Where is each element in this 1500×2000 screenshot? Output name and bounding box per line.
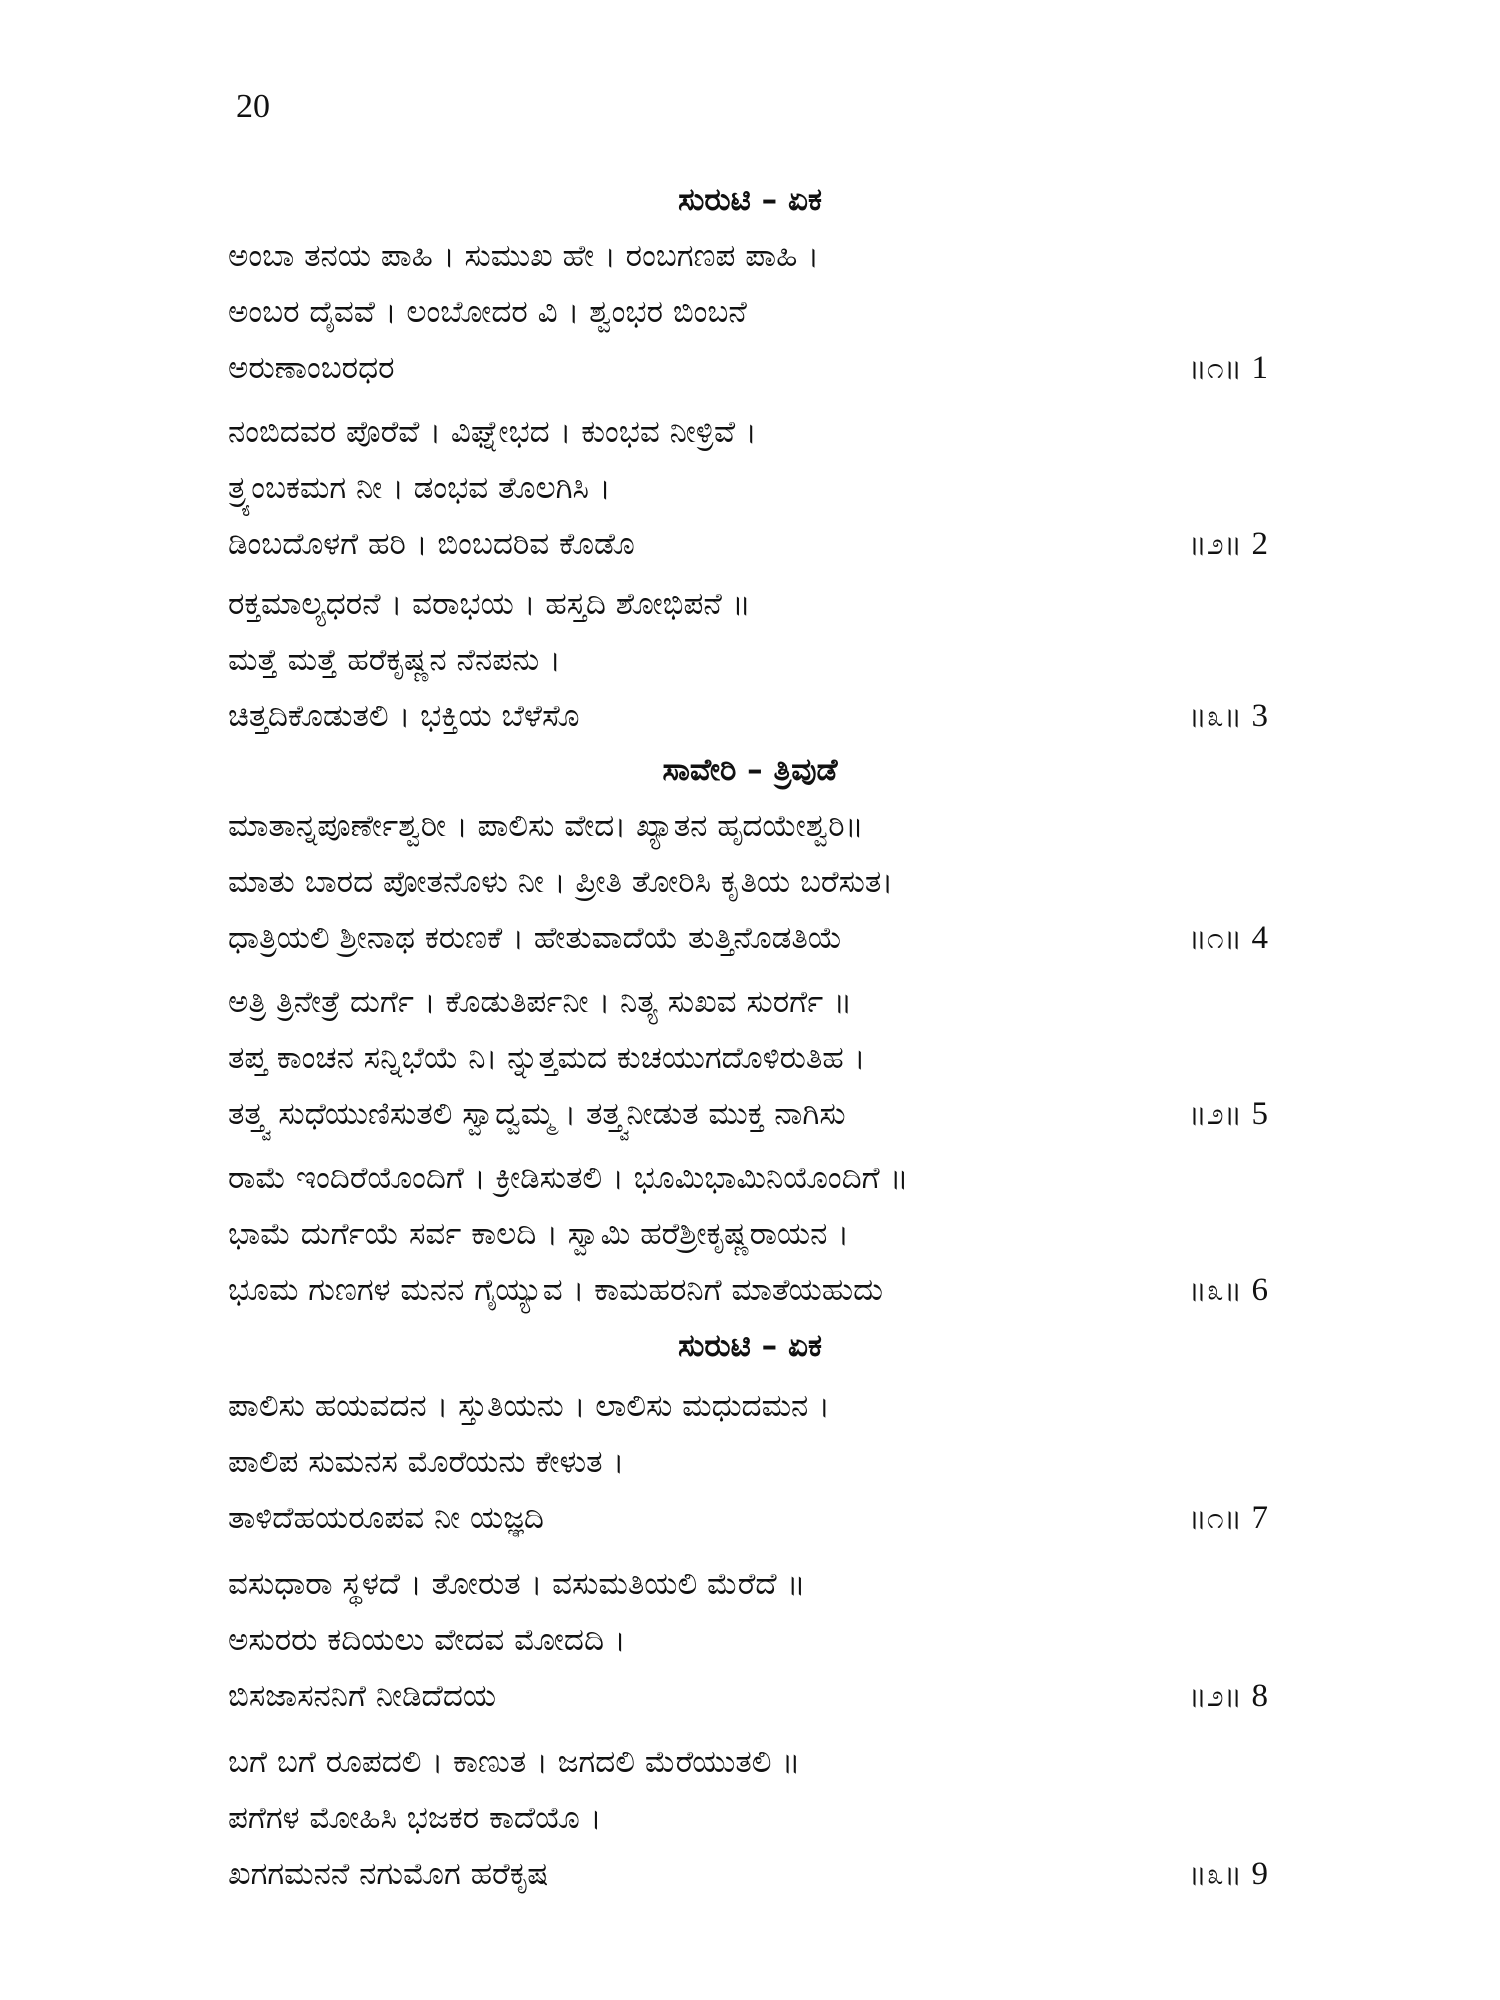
page-number: 20 bbox=[236, 88, 270, 125]
verse-line: ಪಗೆಗಳ ಮೋಹಿಸಿ ಭಜಕರ ಕಾದೆಯೊ । bbox=[228, 1800, 602, 1836]
verse-marker bbox=[1189, 688, 1268, 745]
verse-number: 4 bbox=[1251, 920, 1268, 956]
verse-9 bbox=[228, 1734, 1268, 1902]
verse-line: ಅಸುರರು ಕದಿಯಲು ವೇದವ ಮೋದದಿ । bbox=[228, 1622, 626, 1658]
section-heading-suruti-2: ಸುರುಟಿ – ಏಕ bbox=[678, 1328, 822, 1364]
verse-line: ಮಾತಾನ್ನಪೂರ್ಣೇಶ್ವರೀ । ಪಾಲಿಸು ವೇದ। ಖ್ಯಾತನ ಹೃದಯೇಶ್ವರಿ॥ bbox=[228, 808, 864, 844]
section-heading-suruti: ಸುರುಟಿ – ಏಕ bbox=[678, 182, 822, 218]
stanza-mark: ॥೧॥ bbox=[1188, 921, 1242, 956]
verse-marker bbox=[1189, 516, 1268, 573]
verse-marker bbox=[1189, 1262, 1268, 1319]
verse-line-text: ಚಿತ್ತದಿಕೊಡುತಲಿ । ಭಕ್ತಿಯ ಬೆಳೆಸೊ bbox=[228, 698, 580, 734]
verse-3 bbox=[228, 576, 1268, 744]
verse-line-text: ತತ್ತ್ವ ಸುಧೆಯುಣಿಸುತಲಿ ಸ್ವಾದ್ವಮ್ಮ । ತತ್ತ್ವನೀಡುತ ಮುಕ್ತ ನಾಗಿಸು bbox=[228, 1096, 846, 1132]
verse-marker bbox=[1189, 1846, 1268, 1903]
verse-marker bbox=[1189, 1490, 1268, 1547]
verse-marker bbox=[1189, 340, 1268, 397]
verse-line-text: ಬಿಸಜಾಸನನಿಗೆ ನೀಡಿದೆದಯ bbox=[228, 1678, 497, 1714]
stanza-mark: ॥೩॥ bbox=[1188, 1857, 1242, 1892]
verse-line bbox=[228, 1846, 1268, 1902]
verse-number: 3 bbox=[1251, 698, 1268, 734]
verse-line bbox=[228, 688, 1268, 744]
verse-number: 9 bbox=[1251, 1856, 1268, 1892]
verse-line bbox=[228, 1490, 1268, 1546]
verse-line: ಮಾತು ಬಾರದ ಪೋತನೊಳು ನೀ । ಪ್ರೀತಿ ತೋರಿಸಿ ಕೃತಿಯ ಬರೆಸುತ। bbox=[228, 864, 894, 900]
verse-marker bbox=[1189, 1668, 1268, 1725]
verse-4 bbox=[228, 798, 1268, 966]
verse-line: ಅಂಬರ ದೈವವೆ । ಲಂಬೋದರ ವಿ । ಶ್ವಂಭರ ಬಿಂಬನೆ bbox=[228, 294, 747, 330]
verse-line bbox=[228, 1262, 1268, 1318]
verse-line: ವಸುಧಾರಾ ಸ್ಥಳದೆ । ತೋರುತ । ವಸುಮತಿಯಲಿ ಮೆರೆದೆ ॥ bbox=[228, 1566, 806, 1602]
stanza-mark: ॥೨॥ bbox=[1188, 1679, 1242, 1714]
verse-8 bbox=[228, 1556, 1268, 1724]
stanza-mark: ॥೩॥ bbox=[1188, 1273, 1242, 1308]
verse-line: ಅತ್ರಿ ತ್ರಿನೇತ್ರೆ ದುರ್ಗೆ । ಕೊಡುತಿರ್ಪನೀ । ನಿತ್ಯ ಸುಖವ ಸುರರ್ಗೆ ॥ bbox=[228, 984, 852, 1020]
verse-line: ಪಾಲಿಪ ಸುಮನಸ ಮೊರೆಯನು ಕೇಳುತ । bbox=[228, 1444, 625, 1480]
verse-line bbox=[228, 1086, 1268, 1142]
verse-line: ರಕ್ತಮಾಲ್ಯಧರನೆ । ವರಾಭಯ । ಹಸ್ತದಿ ಶೋಭಿಪನೆ ॥ bbox=[228, 586, 751, 622]
verse-line-text: ತಾಳಿದೆಹಯರೂಪವ ನೀ ಯಜ್ಞದಿ bbox=[228, 1500, 544, 1536]
section-heading-saveri: ಸಾವೇರಿ – ತ್ರಿವುಡೆ bbox=[662, 752, 838, 788]
stanza-mark: ॥೨॥ bbox=[1188, 1097, 1242, 1132]
verse-line: ಪಾಲಿಸು ಹಯವದನ । ಸ್ತುತಿಯನು । ಲಾಲಿಸು ಮಧುದಮನ । bbox=[228, 1388, 830, 1424]
verse-line-text: ಖಗಗಮನನೆ ನಗುಮೊಗ ಹರೆಕೃಷ bbox=[228, 1856, 549, 1892]
verse-number: 8 bbox=[1251, 1678, 1268, 1714]
verse-number: 6 bbox=[1251, 1272, 1268, 1308]
stanza-mark: ॥೨॥ bbox=[1188, 527, 1242, 562]
verse-1 bbox=[228, 228, 1268, 396]
verse-line: ತ್ರ್ಯಂಬಕಮಗ ನೀ । ಡಂಭವ ತೊಲಗಿಸಿ । bbox=[228, 470, 611, 506]
verse-7 bbox=[228, 1378, 1268, 1546]
stanza-mark: ॥೧॥ bbox=[1188, 1501, 1242, 1536]
verse-line bbox=[228, 910, 1268, 966]
verse-line bbox=[228, 340, 1268, 396]
verse-line-text: ಅರುಣಾಂಬರಧರ bbox=[228, 350, 395, 386]
verse-line: ಅಂಬಾ ತನಯ ಪಾಹಿ । ಸುಮುಖ ಹೇ । ರಂಬಗಣಪ ಪಾಹಿ । bbox=[228, 238, 820, 274]
verse-line: ಭಾಮೆ ದುರ್ಗೆಯೆ ಸರ್ವ ಕಾಲದಿ । ಸ್ವಾಮಿ ಹರೆಶ್ರೀಕೃಷ್ಣರಾಯನ । bbox=[228, 1216, 849, 1252]
verse-line-text: ಧಾತ್ರಿಯಲಿ ಶ್ರೀನಾಥ ಕರುಣಕೆ । ಹೇತುವಾದೆಯೆ ತುತ್ತಿನೊಡತಿಯೆ bbox=[228, 920, 843, 956]
verse-line: ನಂಬಿದವರ ಪೊರೆವೆ । ವಿಘ್ನೇಭದ । ಕುಂಭವ ನೀಳ್ರಿವೆ । bbox=[228, 414, 757, 450]
verse-6 bbox=[228, 1150, 1268, 1318]
verse-number: 7 bbox=[1251, 1500, 1268, 1536]
verse-line-text: ಭೂಮ ಗುಣಗಳ ಮನನ ಗೈಯ್ಯುವ । ಕಾಮಹರನಿಗೆ ಮಾತೆಯಹುದು bbox=[228, 1272, 884, 1308]
verse-line-text: ಡಿಂಬದೊಳಗೆ ಹರಿ । ಬಿಂಬದರಿವ ಕೊಡೊ bbox=[228, 526, 635, 562]
stanza-mark: ॥೩॥ bbox=[1188, 699, 1242, 734]
verse-line: ಮತ್ತೆ ಮತ್ತೆ ಹರೆಕೃಷ್ಣನ ನೆನಪನು । bbox=[228, 642, 561, 678]
verse-2 bbox=[228, 404, 1268, 572]
verse-line: ಬಗೆ ಬಗೆ ರೂಪದಲಿ । ಕಾಣುತ । ಜಗದಲಿ ಮೆರೆಯುತಲಿ ॥ bbox=[228, 1744, 801, 1780]
verse-marker bbox=[1189, 910, 1268, 967]
verse-number: 2 bbox=[1251, 526, 1268, 562]
verse-marker bbox=[1189, 1086, 1268, 1143]
verse-5 bbox=[228, 974, 1268, 1142]
stanza-mark: ॥೧॥ bbox=[1188, 351, 1242, 386]
verse-line bbox=[228, 1668, 1268, 1724]
verse-number: 1 bbox=[1251, 350, 1268, 386]
verse-number: 5 bbox=[1251, 1096, 1268, 1132]
verse-line bbox=[228, 516, 1268, 572]
verse-line: ತಪ್ತ ಕಾಂಚನ ಸನ್ನಿಭೆಯೆ ನಿ। ನ್ನುತ್ತಮದ ಕುಚಯುಗದೊಳಿರುತಿಹ । bbox=[228, 1040, 866, 1076]
verse-line: ರಾಮೆ ಇಂದಿರೆಯೊಂದಿಗೆ । ಕ್ರೀಡಿಸುತಲಿ । ಭೂಮಿಭಾಮಿನಿಯೊಂದಿಗೆ ॥ bbox=[228, 1160, 909, 1196]
